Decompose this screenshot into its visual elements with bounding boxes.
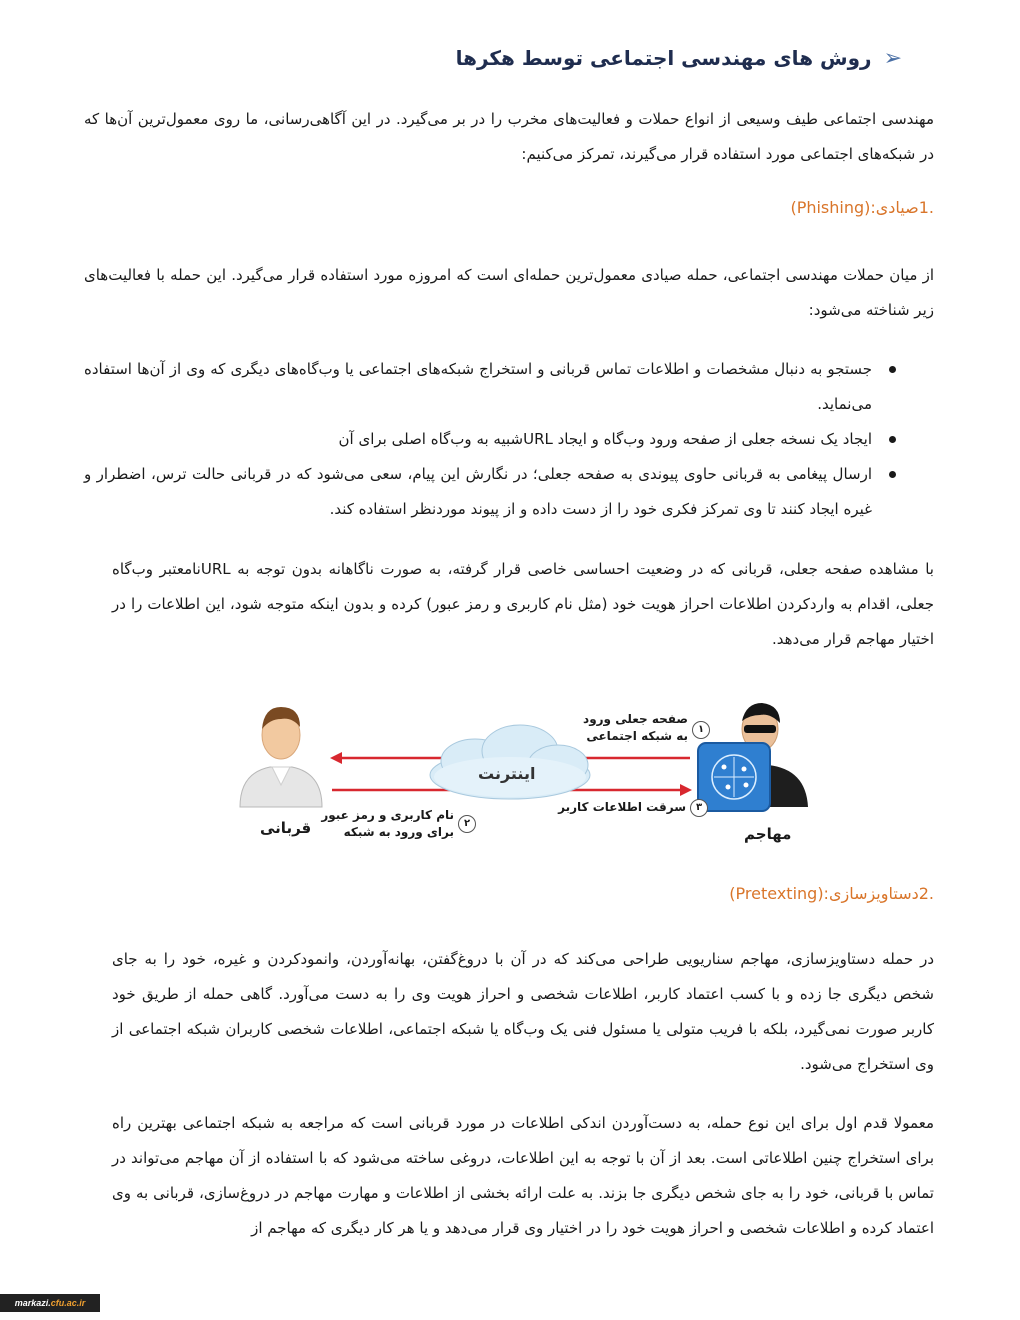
page-title (402, 38, 902, 78)
intro-paragraph: مهندسی اجتماعی طیف وسیعی از انواع حملات و فعالیت‌های مخرب را در بر می‌گیرد. در این آگاهی‌رسانی، ما روی معمول‌ترین آن‌ها که در شبکه‌های اجتماعی مورد استفاده قرار می‌گیرند، تمرکز می‌کنیم: (84, 110, 934, 163)
section-heading-pretexting: .2دستاویزسازی:(Pretexting) (729, 884, 934, 903)
footer-text-part-2: cfu.ac.ir (50, 1298, 86, 1308)
attacker-label: مهاجم (744, 825, 792, 843)
page-title-text: روش های مهندسی اجتماعی توسط هکرها (455, 46, 872, 70)
step-1-label (570, 711, 688, 745)
pretexting-paragraph-2: معمولا قدم اول برای این نوع حمله، به دست‌آوردن اندکی اطلاعات در مورد قربانی است که مراجعه به شبکه اجتماعی بهترین راه برای استخراج چنین اطلاعاتی است. بعد از آن با توجه به این اطلاعات، دروغی ساخته می‌شود که با استفاده از آن مهاجم می‌تواند در تماس با قربانی، خود را به جای شخص دیگری جا بزند. به علت ارائه بخشی از اطلاعات و مهارت مهاجم در دروغ‌سازی، قربانی به وی اعتماد کرده و اطلاعات شخصی و احراز هویت خود را در اختیار وی قرار می‌دهد و یا هر کار دیگری که مهاجم از (112, 1114, 934, 1237)
internet-cloud-icon (430, 725, 590, 799)
phishing-paragraph-2: با مشاهده صفحه جعلی، قربانی که در وضعیت احساسی خاصی قرار گرفته، به صورت ناگاهانه بدون توجه به URLنامعتبر وب‌گاه جعلی، اقدام به واردکردن اطلاعات احراز هویت خود (مثل نام کاربری و رمز عبور) کرده و بدون اینکه متوجه شود، این اطلاعات را در اختیار مهاجم قرار می‌دهد. (112, 560, 934, 648)
victim-figure-icon (240, 707, 322, 807)
step-1-line-2: به شبکه اجتماعی (586, 729, 688, 743)
pretexting-paragraph: در حمله دستاویزسازی، مهاجم سناریویی طراحی می‌کند که در آن با دروغ‌گفتن، بهانه‌آوردن، وانمودکردن و غیره، خود را به جای شخص دیگری جا زده و با کسب اعتماد کاربر، اطلاعات شخصی و احراز هویت وی را به دست می‌آورد. گاهی حمله از طریق خود کاربر صورت نمی‌گیرد، بلکه با فریب متولی یا مسئول فنی یک وب‌گاه یا شبکه اجتماعی، اطلاعات شخصی کاربران شبکه اجتماعی از وی استخراج می‌شود. (112, 950, 934, 1073)
bullet-dot-icon (889, 366, 896, 373)
step-3-badge: ۳ (690, 799, 708, 817)
step-1-badge: ۱ (692, 721, 710, 739)
internet-label: اینترنت (478, 764, 536, 783)
phishing-diagram (220, 695, 820, 855)
footer-text-part-1: markazi. (14, 1298, 51, 1308)
bullet-dot-icon (889, 471, 896, 478)
step-2-badge: ۲ (458, 815, 476, 833)
list-item-text: ارسال پیغامی به قربانی حاوی پیوندی به صفحه جعلی؛ در نگارش این پیام، سعی می‌شود که در قربانی حالت ترس، اضطرار و غیره ایجاد کنند تا وی تمرکز فکری خود را از دست داده و از پیوند موردنظر استفاده کند. (84, 465, 872, 518)
step-3-label: سرقت اطلاعات کاربر (558, 800, 686, 814)
list-item (84, 422, 934, 457)
step-2-line-2: برای ورود به شبکه (343, 825, 454, 839)
list-item (84, 352, 934, 422)
list-item-text: جستجو به دنبال مشخصات و اطلاعات تماس قربانی و استخراج شبکه‌های اجتماعی یا وب‌گاه‌های دیگری که وی از آن‌ها استفاده می‌نماید. (84, 360, 872, 413)
list-item-text: ایجاد یک نسخه جعلی از صفحه ورود وب‌گاه و ایجاد URLشبیه به وب‌گاه اصلی برای آن (338, 430, 872, 448)
attacker-figure-icon (698, 703, 808, 811)
victim-label: قربانی (260, 819, 312, 837)
step-1-line-1: صفحه جعلی ورود (583, 712, 688, 726)
phishing-paragraph: از میان حملات مهندسی اجتماعی، حمله صیادی معمول‌ترین حمله‌ای است که امروزه مورد استفاده قرار می‌گیرد. این حمله با فعالیت‌های زیر شناخته می‌شود: (84, 266, 934, 319)
list-item (84, 457, 934, 527)
footer-watermark (0, 1294, 100, 1312)
bullet-dot-icon (889, 436, 896, 443)
arrow-bullet-icon: ➢ (883, 45, 902, 71)
section-heading-phishing: .1صیادی:(Phishing) (790, 198, 934, 217)
step-2-line-1: نام کاربری و رمز عبور (321, 808, 454, 822)
phishing-bullet-list (84, 352, 934, 527)
step-2-label (320, 807, 454, 841)
